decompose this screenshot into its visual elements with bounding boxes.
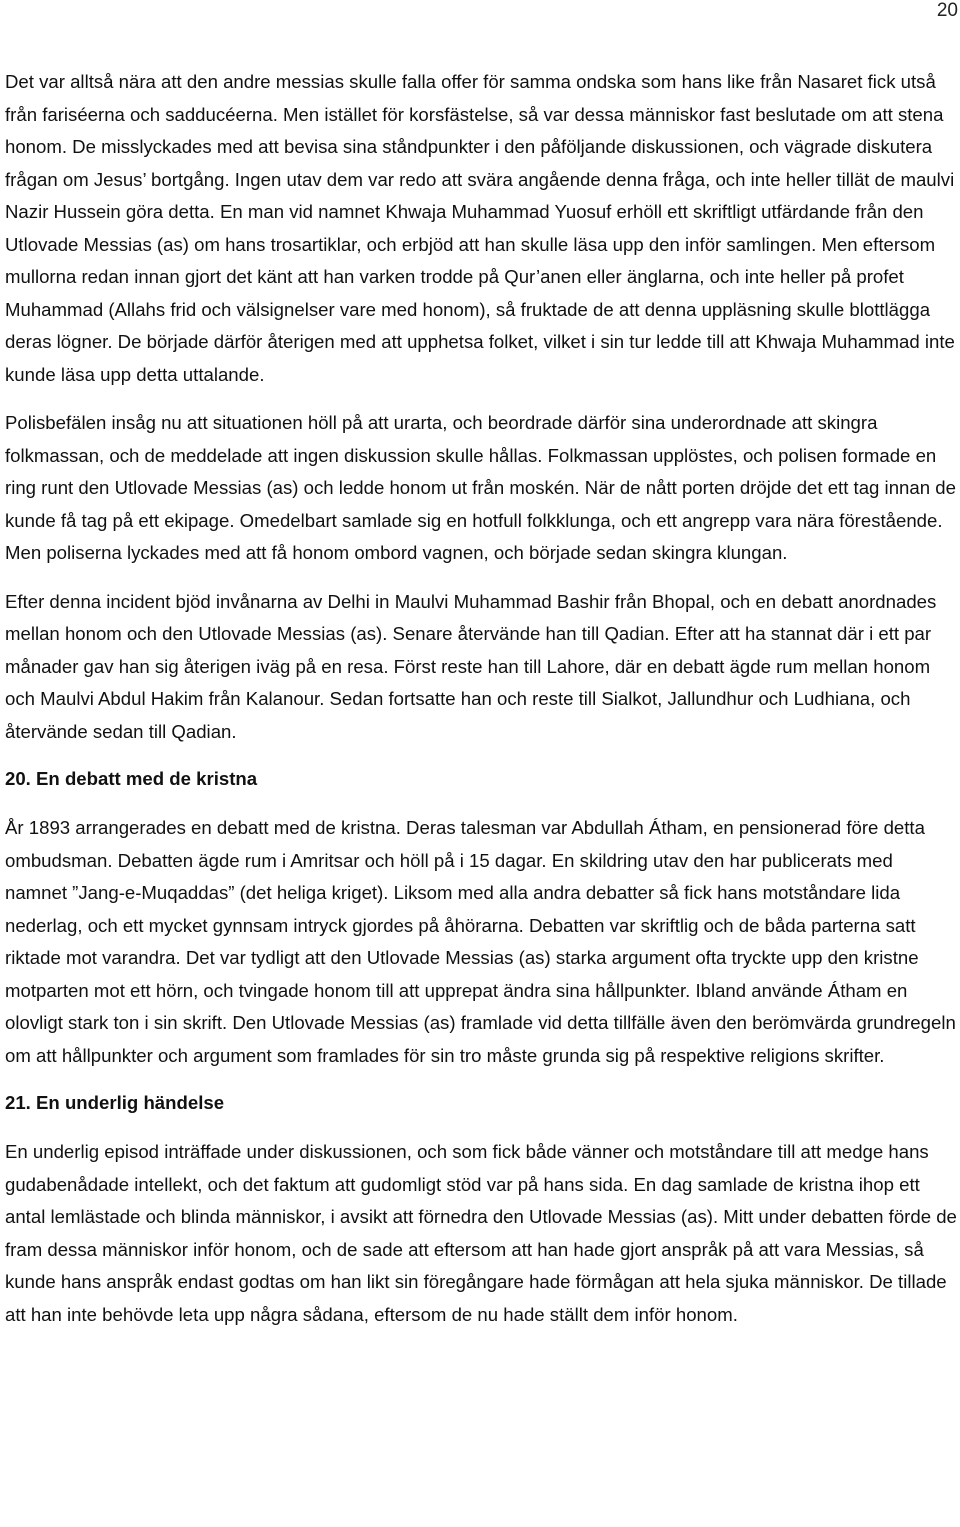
section-heading-21: 21. En underlig händelse bbox=[5, 1092, 225, 1113]
page-number: 20 bbox=[936, 0, 958, 21]
paragraph-strange-event: En underlig episod inträffade under diskussionen, och som fick både vänner och motståndare till att medge hans gudabenådade intellekt, och det faktum att gudomligt stöd var på hans sida. En dag samlade de kristna ihop ett antal lemlästade och blinda människor, i avsikt att förnedra den Utlovade Messias (as). Mitt under debatten förde de fram dessa människor inför honom, och de sade att eftersom att han hade gjort anspråk på att vara Messias, så kunde hans anspråk endast godtas om han likt sin föregångare hade förmågan att hela sjuka människor. De tillade att han inte behövde leta upp några sådana, eftersom de nu hade ställt dem inför honom. bbox=[5, 1141, 957, 1325]
paragraph-christian-debate: År 1893 arrangerades en debatt med de kristna. Deras talesman var Abdullah Átham, en pensionerad före detta ombudsman. Debatten ägde rum i Amritsar och höll på i 15 dagar. En skildring utav den har publicerats med namnet ”Jang-e-Muqaddas” (det heliga kriget). Liksom med alla andra debatter så fick hans motståndare lida nederlag, och ett mycket gynnsam intryck gjordes på åhörarna. Debatten var skriftlig och de båda parterna satt riktade mot varandra. Det var tydligt att den Utlovade Messias (as) starka argument ofta tryckte upp den kristne motparten mot ett hörn, och tvingade honom till att upprepat ändra sina hållpunkter. Ibland använde Átham en olovligt stark ton i sin skrift. Den Utlovade Messias (as) framlade vid detta tillfälle även den berömvärda grundregeln om att hållpunkter och argument som framlades för sin tro måste grunda sig på respektive religions skrifter. bbox=[5, 817, 956, 1066]
paragraph-police-intervention: Polisbefälen insåg nu att situationen höll på att urarta, och beordrade därför sina underordnade att skingra folkmassan, och de meddelade att ingen diskussion skulle hållas. Folkmassan upplöstes, och polisen formade en ring runt den Utlovade Messias (as) och ledde honom ut från moskén. När de nått porten dröjde det ett tag innan de kunde få tag på ett ekipage. Omedelbart samlade sig en hotfull folkklunga, och ett angrepp vara nära förestående. Men poliserna lyckades med att få honom ombord vagnen, och började sedan skingra klungan. bbox=[5, 412, 956, 563]
paragraph-delhi-debate: Efter denna incident bjöd invånarna av Delhi in Maulvi Muhammad Bashir från Bhopal, och en debatt anordnades mellan honom och den Utlovade Messias (as). Senare återvände han till Qadian. Efter att ha stannat där i ett par månader gav han sig återigen iväg på en resa. Först reste han till Lahore, där en debatt ägde rum mellan honom och Maulvi Abdul Hakim från Kalanour. Sedan fortsatte han och reste till Sialkot, Jallundhur och Ludhiana, och återvände sedan till Qadian. bbox=[5, 590, 937, 742]
paragraph-stoning-threat: Det var alltså nära att den andre messias skulle falla offer för samma ondska som hans like från Nasaret fick utså från fariséerna och sadducéerna. Men istället för korsfästelse, så var dessa människor fast beslutade om att stena honom. De misslyckades med att bevisa sina ståndpunkter i den påföljande diskussionen, och vägrade diskutera frågan om Jesus’ bortgång. Ingen utav dem var redo att svära angående denna fråga, och inte heller tillät de maulvi Nazir Hussein göra detta. En man vid namnet Khwaja Muhammad Yuosuf erhöll ett skriftligt utfärdande från den Utlovade Messias (as) om hans trosartiklar, och erbjöd att han skulle läsa upp den inför samlingen. Men eftersom mullorna redan innan gjort det känt att han varken trodde på Qur’anen eller änglarna, och inte heller på profet Muhammad (Allahs frid och välsignelser vare med honom), så fruktade de att denna uppläsning skulle blottlägga deras lögner. De började därför återigen med att upphetsa folket, vilket i sin tur ledde till att Khwaja Muhammad inte kunde läsa upp detta uttalande. bbox=[5, 71, 955, 385]
section-heading-20: 20. En debatt med de kristna bbox=[5, 768, 258, 789]
document-body bbox=[5, 66, 958, 1347]
